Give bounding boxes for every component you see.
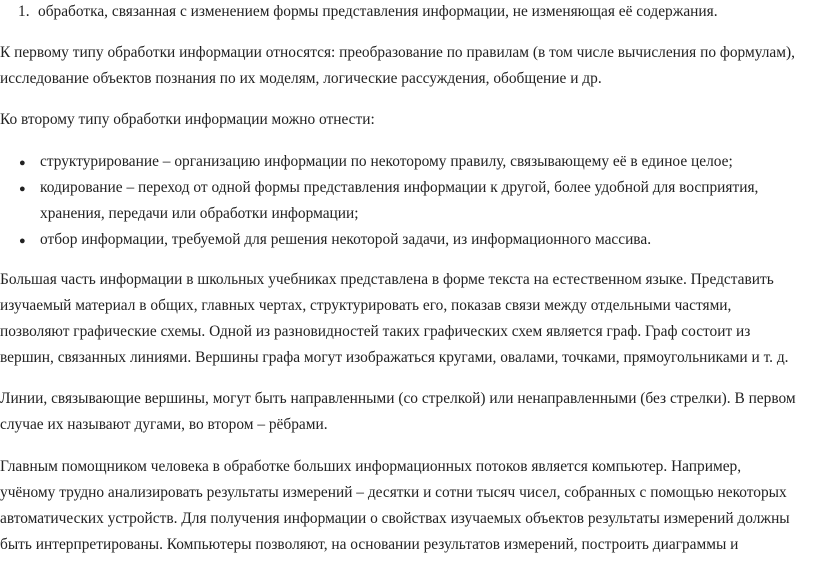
paragraph-line: Большая часть информации в школьных учебниках представлена в форме текста на естественном языке. Представить bbox=[0, 271, 774, 288]
paragraph-line: изучаемый материал в общих, главных чертах, структурировать его, показав связи между отдельными частями, bbox=[0, 297, 732, 314]
paragraph-line: Главным помощником человека в обработке больших информационных потоков является компьютер. Например, bbox=[0, 458, 742, 475]
list-item-text: обработка, связанная с изменением формы представления информации, не изменяющая её содержания. bbox=[38, 3, 718, 20]
paragraph-line: вершин, связанных линиями. Вершины графа могут изображаться кругами, овалами, точками, прямоугольниками и т. д. bbox=[0, 349, 789, 366]
paragraph-line: позволяют графические схемы. Одной из разновидностей таких графических схем является граф. Граф состоит из bbox=[0, 323, 751, 340]
paragraph-line: учёному трудно анализировать результаты измерений – десятки и сотни тысяч чисел, собранных с помощью некоторых bbox=[0, 484, 787, 501]
paragraph-line: автоматических устройств. Для получения информации о свойствах изучаемых объектов результаты измерений должны bbox=[0, 510, 790, 527]
bullet-icon: ● bbox=[19, 235, 26, 247]
paragraph-line: Ко второму типу обработки информации можно отнести: bbox=[0, 111, 375, 128]
list-number: 1. bbox=[18, 3, 30, 20]
list-item-text: структурирование – организацию информации по некоторому правилу, связывающему её в единое целое; bbox=[40, 153, 733, 170]
bullet-icon: ● bbox=[19, 157, 26, 169]
bullet-icon: ● bbox=[19, 183, 26, 195]
paragraph-line: исследование объектов познания по их моделям, логические рассуждения, обобщение и др. bbox=[0, 70, 602, 87]
paragraph-line: Линии, связывающие вершины, могут быть направленными (со стрелкой) или ненаправленными (без стрелки). В первом bbox=[0, 390, 796, 407]
paragraph-line: случае их называют дугами, во втором – рёбрами. bbox=[0, 416, 328, 433]
list-item-text: отбор информации, требуемой для решения некоторой задачи, из информационного массива. bbox=[40, 231, 652, 248]
paragraph-line: быть интерпретированы. Компьютеры позволяют, на основании результатов измерений, построить диаграммы и bbox=[0, 536, 739, 553]
list-item-text: хранения, передачи или обработки информации; bbox=[40, 205, 359, 222]
paragraph-line: К первому типу обработки информации относятся: преобразование по правилам (в том числе вычисления по формулам), bbox=[0, 44, 795, 61]
list-item-text: кодирование – переход от одной формы представления информации к другой, более удобной для восприятия, bbox=[40, 179, 759, 196]
